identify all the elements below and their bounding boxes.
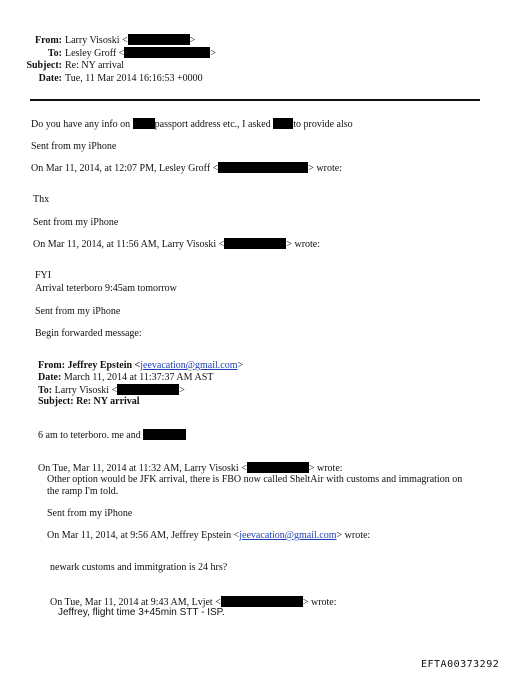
- arrival-text: Arrival teterboro 9:45am tomorrow: [35, 283, 177, 294]
- sent-from-iphone-1: Sent from my iPhone: [31, 141, 117, 152]
- redaction-block: [273, 118, 293, 129]
- sent-from-iphone-2: Sent from my iPhone: [33, 217, 119, 228]
- sent-from-iphone-4: Sent from my iPhone: [47, 508, 133, 519]
- quote-header-5: On Tue, Mar 11, 2014 at 9:43 AM, Lvjet < > wrote:: [50, 597, 337, 608]
- fwd-from-email-link[interactable]: jeevacation@gmail.com: [140, 360, 238, 371]
- thx-text: Thx: [33, 194, 50, 205]
- header-date: Date: Tue, 11 Mar 2014 16:16:53 +0000: [38, 73, 203, 84]
- redaction-block: [218, 162, 308, 173]
- quote-header-2: On Mar 11, 2014, at 11:56 AM, Larry Visoski < > wrote:: [33, 239, 321, 250]
- header-to: To: Lesley Groff < >: [47, 48, 216, 59]
- quote-header-1: On Mar 11, 2014, at 12:07 PM, Lesley Groff < > wrote:: [31, 163, 342, 174]
- body-line-1: Do you have any info on passport address etc., I asked to provide also: [31, 119, 353, 130]
- fwd-from: From: Jeffrey Epstein <jeevacation@gmail.com>: [38, 360, 244, 371]
- header-subject: Subject: Re: NY arrival: [26, 60, 125, 71]
- header-divider: [30, 99, 480, 101]
- redaction-block: [224, 238, 286, 249]
- quote-header-4: On Mar 11, 2014, at 9:56 AM, Jeffrey Epstein <jeevacation@gmail.com> wrote:: [47, 530, 371, 541]
- redaction-block: [133, 118, 155, 129]
- redaction-block: [124, 47, 210, 58]
- flight-time-text: Jeffrey, flight time 3+45min STT - ISP.: [58, 607, 225, 618]
- redaction-block: [117, 384, 179, 395]
- redaction-block: [143, 429, 186, 440]
- sent-from-iphone-3: Sent from my iPhone: [35, 306, 121, 317]
- document-id: EFTA00373292: [421, 659, 500, 670]
- jfk-line-1: Other option would be JFK arrival, there is FBO now called SheltAir with customs and immagration on: [47, 474, 463, 485]
- redaction-block: [221, 596, 303, 607]
- redaction-block: [247, 462, 309, 473]
- fwd-subject: Subject: Re: NY arrival: [38, 396, 140, 407]
- fwd-to: To: Larry Visoski < >: [38, 385, 185, 396]
- jfk-line-2: the ramp I'm told.: [47, 486, 119, 497]
- fyi-text: FYI: [35, 270, 52, 281]
- redaction-block: [128, 34, 190, 45]
- six-am-text: 6 am to teterboro. me and: [38, 429, 186, 442]
- quote4-email-link[interactable]: jeevacation@gmail.com: [239, 530, 337, 541]
- quote-header-3: On Tue, Mar 11, 2014 at 11:32 AM, Larry Visoski < > wrote:: [38, 463, 343, 474]
- forwarded-message-label: Begin forwarded message:: [35, 328, 142, 339]
- newark-text: newark customs and immitgration is 24 hrs?: [50, 562, 228, 573]
- fwd-date: Date: March 11, 2014 at 11:37:37 AM AST: [38, 372, 214, 383]
- header-from: From: Larry Visoski < >: [34, 35, 196, 46]
